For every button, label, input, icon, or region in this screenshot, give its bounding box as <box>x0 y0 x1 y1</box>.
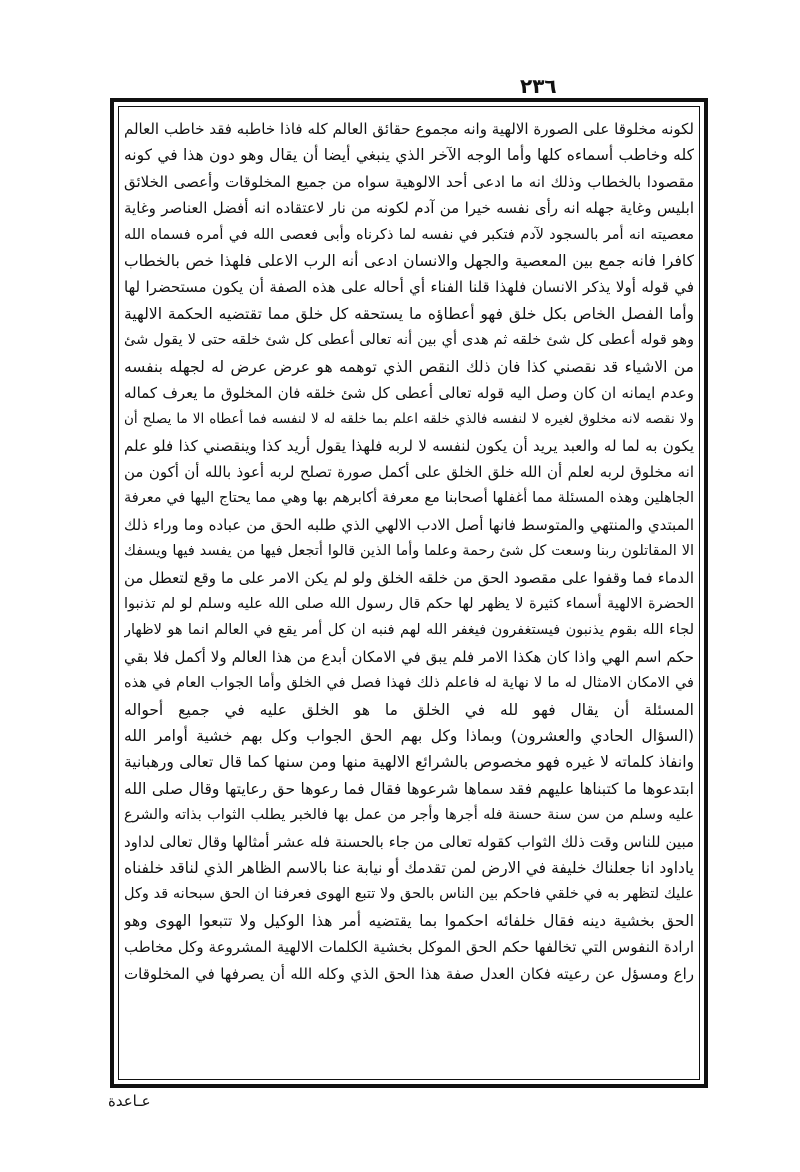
text-line: المسئلة أن يقال فهو لله في الخلق ما هو الخلق عليه في جميع أحواله <box>124 700 694 719</box>
text-line: الدماء فما وقفوا على مقصود الحق من خلقه الخلق ولو لم يكن الامر على ما وقع لتعطل من <box>124 568 694 587</box>
page-number: ٢٣٦ <box>520 74 557 98</box>
text-line: وانفاذ كلماته لا غيره فهو مخصوص بالشرائع الالهية منها ومن سنها كما قال تعالى ورهبانية <box>124 753 694 772</box>
text-line: الحضرة الالهية أسماء كثيرة لا يظهر لها حكم قال رسول الله صلى الله عليه وسلم لو لم تذنبوا <box>124 596 694 613</box>
text-line: المبتدي والمنتهي والمتوسط فانها أصل الادب الالهي الذي طلبه الحق من عباده وما وراء ذلك <box>124 515 694 534</box>
catchword: عـاعدة <box>108 1092 151 1110</box>
text-line: وهو قوله أعطى كل شئ خلقه ثم هدى أي بين أنه تعالى أعطى كل شئ خلقه حتى لا يقول شئ <box>124 332 694 349</box>
text-line: حكم اسم الهي واذا كان هكذا الامر فلم يبق في الامكان أبدع من هذا العالم ولا أكمل فلا بقي <box>124 647 694 666</box>
text-line: وعدم ايمانه ان كان وصل اليه قوله تعالى أعطى كل شئ خلقه فان المخلوق ما يعرف كماله <box>124 383 694 402</box>
text-line: الحق بخشية دينه فقال خلفائه احكموا بما يقتضيه أمر هذا الوكيل ولا تتبعوا الهوى وهو <box>124 911 694 930</box>
text-line: في الامكان الامثال له ما لا نهاية له فاعلم ذلك فهذا فصل في الخلق وأما الجواب العام في هذه <box>124 675 694 692</box>
text-line: معصيته انه أمر بالسجود لآدم فتكبر في نفسه لما ذكرناه وأبى فعصى الله في أمره فسماه الله <box>124 226 694 243</box>
text-line: يكون به لما له والعبد يريد أن يكون لنفسه لا لربه فلهذا يقول أريد كذا وينقصني كذا فلو علم <box>124 436 694 455</box>
text-line: انه مخلوق لربه لعلم أن الله خلق الخلق على أكمل صورة تصلح لربه أعوذ بالله أن أكون من <box>124 463 694 482</box>
text-line: وأما الفصل الخاص بكل خلق فهو أعطاؤه ما يستحقه كل خلق مما تقتضيه الحكمة الالهية <box>124 304 694 323</box>
text-line: عليك لتظهر به في خلقي فاحكم بين الناس بالحق ولا تتبع الهوى فعرفنا ان الحق سبحانه قد وكل <box>124 886 694 903</box>
text-line: لكونه مخلوقا على الصورة الالهية وانه مجموع حقائق العالم كله فاذا خاطبه فقد خاطب العالم <box>124 120 694 138</box>
text-line: راع ومسؤل عن رعيته فكان العدل صفة هذا الحق الذي وكله الله أن يصرفها في المخلوقات <box>124 964 694 983</box>
text-line: الا المقاتلون ربنا وسعت كل شئ رحمة وعلما وأما الذين قالوا أتجعل فيها من يفسد فيها ويسفك <box>124 543 694 560</box>
text-line: ياداود انا جعلناك خليفة في الارض لمن تقدمك أو نيابة عنا بالاسم الظاهر الذي لناقد خلفناه <box>124 858 694 877</box>
text-line: لجاء الله بقوم يذنبون فيستغفرون فيغفر الله لهم فنبه ان كل أمر يقع في العالم انما هو لاظهار <box>124 622 694 639</box>
text-line: كله وخاطب أسماءه كلها وأما الوجه الآخر الذي ينبغي أيضا أن يقال وهو دون هذا في كونه <box>124 146 694 165</box>
text-line: مقصودا بالخطاب وذلك انه ما ادعى أحد الالوهية سواه من جميع المخلوقات وأعصى الخلائق <box>124 172 694 191</box>
text-line: في قوله أولا يذكر الانسان فلهذا قلنا الفناء أي أحاله على هذه الصفة أن يكون مستحضرا لها <box>124 278 694 297</box>
text-line: ارادة النفوس التي تخالفها حكم الحق الموكل بخشية الكلمات الالهية المشروعة وكل مخاطب <box>124 938 694 957</box>
text-line: كافرا فانه جمع بين المعصية والجهل والانسان ادعى أنه الرب الاعلى فلهذا خص بالخطاب <box>124 251 694 270</box>
text-block <box>124 116 694 1076</box>
text-line: ابليس وغاية جهله انه رأى نفسه خيرا من آدم لكونه من نار لاعتقاده انه أفضل العناصر وغاية <box>124 199 694 218</box>
text-line: من الاشياء قد نقصني كذا فان ذلك النقص الذي توهمه هو عرض عرض له لجهله بنفسه <box>124 357 694 376</box>
text-line: عليه وسلم من سن سنة حسنة فله أجرها وأجر من عمل بها فالخبر يطلب الثواب بذاته والشرع <box>124 807 694 824</box>
text-line: ابتدعوها ما كتبناها عليهم فقد سماها شرعوها فقال فما رعوها حق رعايتها وقال صلى الله <box>124 779 694 798</box>
text-line: (السؤال الحادي والعشرون) وبماذا وكل بهم الحق الجواب وكل بهم خشية أوامر الله <box>124 726 694 745</box>
text-line: الجاهلين وهذه المسئلة مما أغفلها أصحابنا مع معرفة أكابرهم بها وهي مما يحتاج اليها في معرفة <box>124 490 694 507</box>
text-line: ولا نقصه لانه مخلوق لغيره لا لنفسه فالذي خلقه اعلم بما خلقه له لا لنفسه فما أعطاه الا ما يصلح أن <box>124 411 694 428</box>
text-line: مبين للناس وقت ذلك الثواب كقوله تعالى من جاء بالحسنة فله عشر أمثالها وقال تعالى لداود <box>124 832 694 851</box>
